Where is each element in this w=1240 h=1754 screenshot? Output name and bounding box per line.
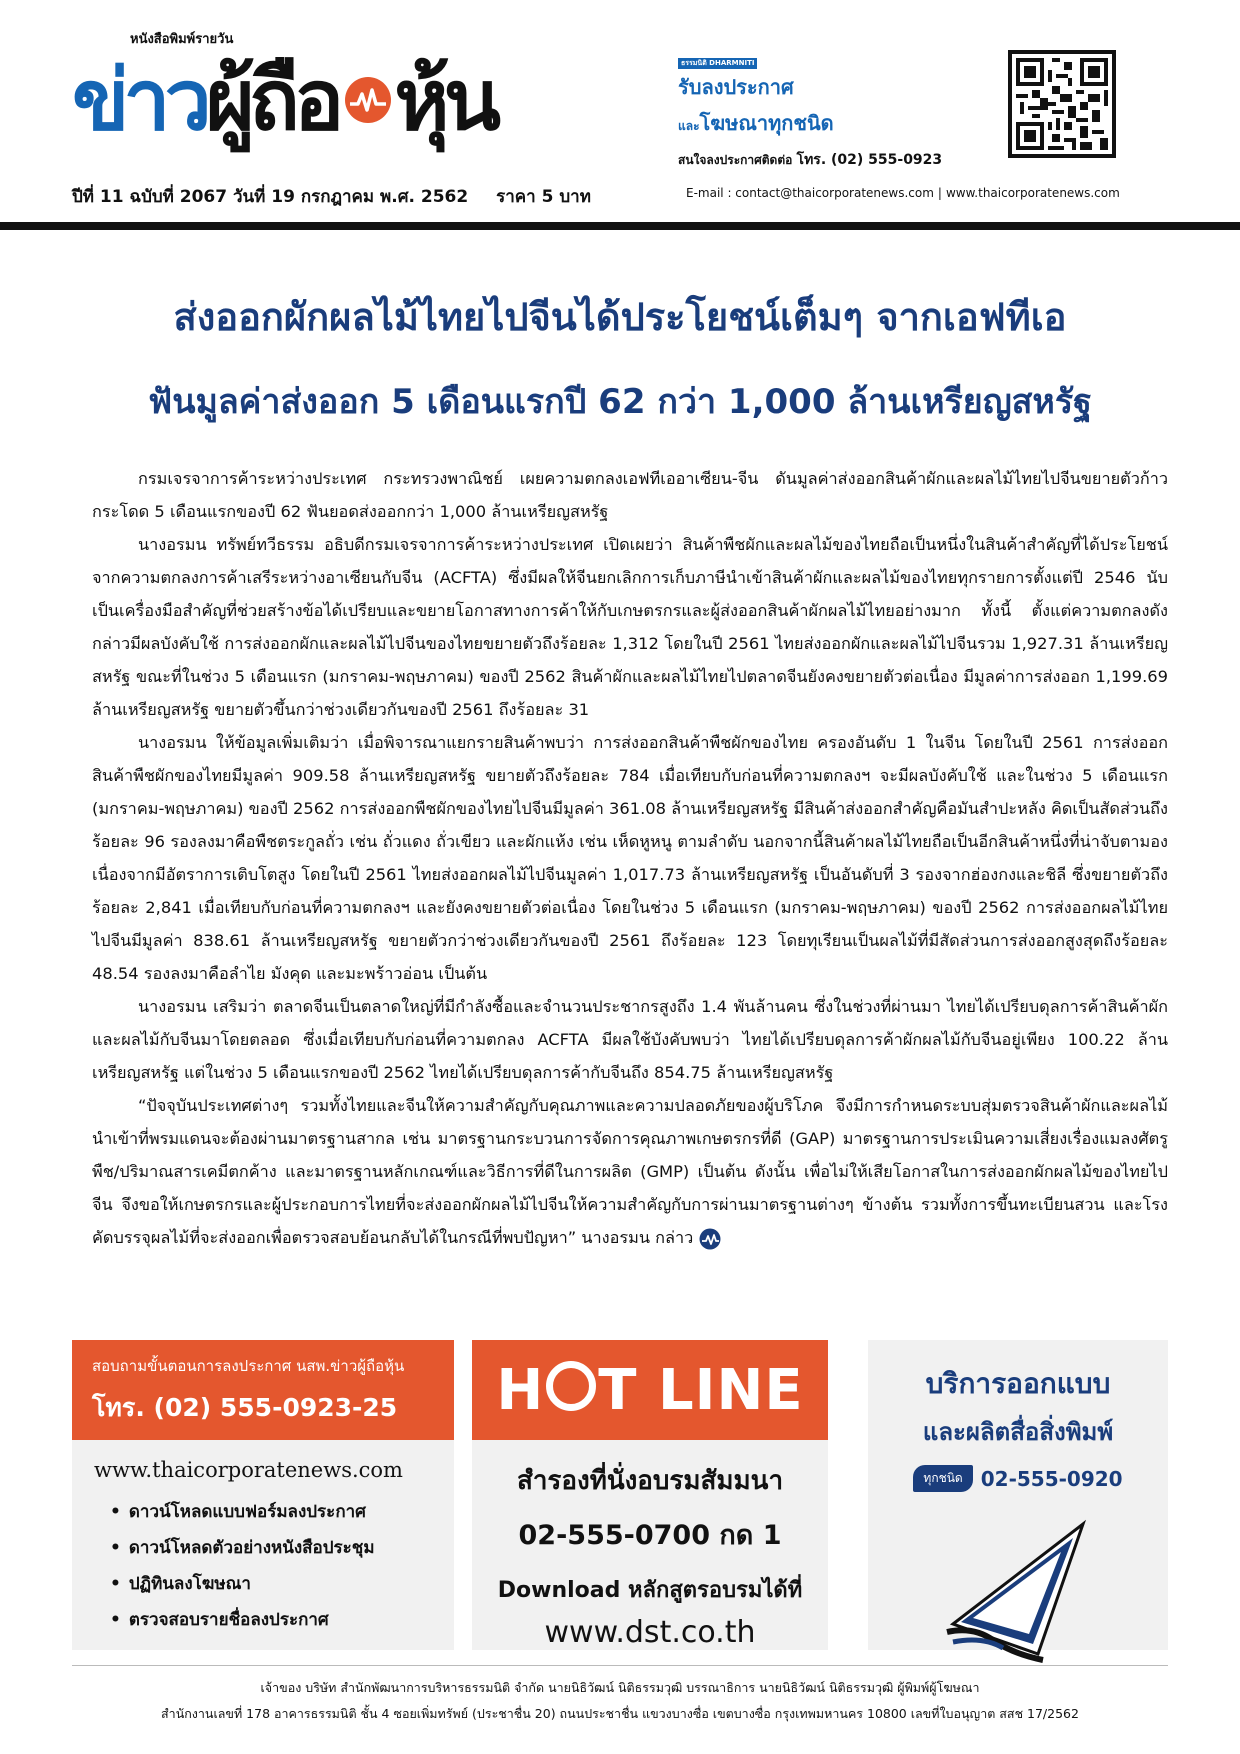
contact-line: E-mail : contact@thaicorporatenews.com | www.thaicorporatenews.com	[686, 186, 1120, 200]
logo-part-1: ข่าว	[72, 50, 206, 149]
announcement-info-title: สอบถามขั้นตอนการลงประกาศ นสพ.ข่าวผู้ถือหุ้น	[92, 1357, 405, 1375]
print-design-title: บริการออกแบบ	[925, 1367, 1111, 1400]
article-body	[92, 462, 1168, 1254]
list-item-download-form[interactable]: • ดาวน์โหลดแบบฟอร์มลงประกาศ	[110, 1494, 454, 1530]
article-subheadline: ฟันมูลค่าส่งออก 5 เดือนแรกปี 62 กว่า 1,000 ล้านเหรียญสหรัฐ	[148, 382, 1092, 422]
article-paragraph: นางอรมน เสริมว่า ตลาดจีนเป็นตลาดใหญ่ที่มีกำลังซื้อและจำนวนประชากรสูงถึง 1.4 พันล้านคน ซึ่งในช่วงที่ผ่านมา ไทยได้เปรียบดุลการค้าสินค้าผักและผลไม้กับจีนมาโดยตลอด ซึ่งเมื่อเทียบกับก่อนที่ความตกลง ACFTA มีผลใช้บังคับพบว่า ไทยได้เปรียบดุลการค้าผักผลไม้กับจีนอยู่เพียง 100.22 ล้านเหรียญสหรัฐ แต่ในช่วง 5 เดือนแรกของปี 2562 ไทยได้เปรียบดุลการค้ากับจีนถึง 854.75 ล้านเหรียญสหรัฐ	[92, 997, 1168, 1082]
ad-contact	[678, 149, 983, 171]
phone-icon	[546, 1361, 596, 1411]
seminar-booking-label: สำรองที่นั่งอบรมสัมมนา	[516, 1466, 784, 1496]
print-design-contact	[868, 1465, 1168, 1492]
print-design-tag: ทุกชนิด	[913, 1465, 972, 1492]
contact-website[interactable]: www.thaicorporatenews.com	[945, 186, 1120, 200]
announcement-info-box	[72, 1340, 454, 1650]
contact-email[interactable]: E-mail : contact@thaicorporatenews.com	[686, 186, 934, 200]
announcement-info-header	[72, 1340, 454, 1440]
announcement-website-link[interactable]: www.thaicorporatenews.com	[94, 1458, 403, 1482]
ad-contact-phone[interactable]: โทร. (02) 555-0923	[796, 152, 943, 168]
article-end-mark-icon	[699, 1228, 721, 1250]
newspaper-tagline: หนังสือพิมพ์รายวัน	[130, 32, 234, 47]
article-paragraph-text: “ปัจจุบันประเทศต่างๆ รวมทั้งไทยและจีนให้ความสำคัญกับคุณภาพและความปลอดภัยของผู้บริโภค จึงมีการกำหนดระบบสุ่มตรวจสินค้าผักและผลไม้นำเข้าที่พรมแดนจะต้องผ่านมาตรฐานสากล เช่น มาตรฐานกระบวนการจัดการคุณภาพเกษตรกรที่ดี (GAP) มาตรฐานการประเมินความเสี่ยงเรื่องแมลงศัตรูพืช/ปริมาณสารเคมีตกค้าง และมาตรฐานหลักเกณฑ์และวิธีการที่ดีในการผลิต (GMP) เป็นต้น ดังนั้น เพื่อไม่ให้เสียโอกาสในการส่งออกผักผลไม้ของไทยไปจีน จึงขอให้เกษตรกรและผู้ประกอบการไทยที่จะส่งออกผักผลไม้ไปจีนให้ความสำคัญกับการผ่านมาตรฐานต่างๆ ข้างต้น รวมทั้งการขึ้นทะเบียนสวน และโรงคัดบรรจุผลไม้ที่จะส่งออกเพื่อตรวจสอบย้อนกลับได้ในกรณีที่พบปัญหา” นางอรมน กล่าว	[92, 1096, 1168, 1247]
list-item-check-announcements[interactable]: • ตรวจสอบรายชื่อลงประกาศ	[110, 1602, 454, 1638]
course-download-label: Download หลักสูตรอบรมได้ที่	[497, 1578, 803, 1603]
issue-price: ราคา 5 บาท	[496, 187, 591, 207]
footer-address: สำนักงานเลขที่ 178 อาคารธรรมนิติ ชั้น 4 ซอยเพิ่มทรัพย์ (ประชาชื่น 20) ถนนประชาชื่น แขวงบางซื่อ เขตบางซื่อ กรุงเทพมหานคร 10800 เลขที่ใบอนุญาต สสช 17/2562	[161, 1706, 1079, 1721]
ad-line-announce: รับลงประกาศ	[678, 75, 794, 99]
ad-line-advertise	[678, 107, 983, 139]
advertising-box	[678, 50, 983, 171]
logo-part-3: หุ้น	[394, 50, 496, 149]
masthead	[0, 0, 1240, 226]
logo-part-2: ผู้ถือ	[205, 50, 339, 149]
issue-date: ปีที่ 11 ฉบับที่ 2067 วันที่ 19 กรกฎาคม พ.ศ. 2562	[72, 187, 469, 207]
issue-info	[72, 183, 613, 210]
ad-contact-prefix: สนใจลงประกาศติดต่อ	[678, 153, 793, 167]
article-headline: ส่งออกผักผลไม้ไทยไปจีนได้ประโยชน์เต็มๆ จากเอฟทีเอ	[173, 295, 1067, 339]
newspaper-logo[interactable]	[72, 42, 495, 157]
masthead-divider	[0, 222, 1240, 230]
ad-line-main: โฆษณาทุกชนิด	[699, 111, 834, 135]
hotline-box	[472, 1340, 828, 1650]
article-paragraph-last	[92, 1089, 1168, 1254]
hotline-letter-h: H	[496, 1357, 545, 1423]
seminar-booking-phone[interactable]: 02-555-0700 กด 1	[518, 1520, 782, 1551]
announcement-services-list	[110, 1494, 454, 1638]
pulse-icon	[344, 76, 392, 124]
hotline-header	[472, 1340, 828, 1440]
dharmniti-brand-badge: ธรรมนิติ DHARMNITI	[678, 58, 757, 69]
hotline-text: T LINE	[598, 1357, 804, 1423]
course-download-link[interactable]: www.dst.co.th	[544, 1615, 756, 1650]
article-paragraph: นางอรมน ให้ข้อมูลเพิ่มเติมว่า เมื่อพิจารณาแยกรายสินค้าพบว่า การส่งออกสินค้าพืชผักของไทย ครองอันดับ 1 ในจีน โดยในปี 2561 การส่งออกสินค้าพืชผักของไทยมีมูลค่า 909.58 ล้านเหรียญสหรัฐ ขยายตัวถึงร้อยละ 784 เมื่อเทียบกับก่อนที่ความตกลงฯ จะมีผลบังคับใช้ และในช่วง 5 เดือนแรก (มกราคม-พฤษภาคม) ของปี 2562 การส่งออกพืชผักของไทยไปจีนมีมูลค่า 361.08 ล้านเหรียญสหรัฐ มีสินค้าส่งออกสำคัญคือมันสำปะหลัง คิดเป็นสัดส่วนถึงร้อยละ 96 รองลงมาคือพืชตระกูลถั่ว เช่น ถั่วแดง ถั่วเขียว และผักแห้ง เช่น เห็ดหูหนู ตามลำดับ นอกจากนี้สินค้าผลไม้ไทยถือเป็นอีกสินค้าหนึ่งที่น่าจับตามอง เนื่องจากมีอัตราการเติบโตสูง โดยในปี 2561 ไทยส่งออกผลไม้ไปจีนมูลค่า 1,017.73 ล้านเหรียญสหรัฐ เป็นอันดับที่ 3 รองจากฮ่องกงและชิลี ซึ่งขยายตัวถึงร้อยละ 2,841 เมื่อเทียบกับก่อนที่ความตกลงฯ และยังคงขยายตัวต่อเนื่อง โดยในช่วง 5 เดือนแรก (มกราคม-พฤษภาคม) ของปี 2562 การส่งออกผลไม้ไทยไปจีนมีมูลค่า 838.61 ล้านเหรียญสหรัฐ ขยายตัวกว่าช่วงเดียวกันของปี 2561 ถึงร้อยละ 123 โดยทุเรียนเป็นผลไม้ที่มีสัดส่วนการส่งออกสูงสุดถึงร้อยละ 48.54 รองลงมาคือลำไย มังคุด และมะพร้าวอ่อน เป็นต้น	[92, 733, 1168, 983]
article-paragraph: นางอรมน ทรัพย์ทวีธรรม อธิบดีกรมเจรจาการค้าระหว่างประเทศ เปิดเผยว่า สินค้าพืชผักและผลไม้ของไทยถือเป็นหนึ่งในสินค้าสำคัญที่ได้ประโยชน์จากความตกลงการค้าเสรีระหว่างอาเซียนกับจีน (ACFTA) ซึ่งมีผลให้จีนยกเลิกการเก็บภาษีนำเข้าสินค้าผักและผลไม้ของไทยทุกรายการตั้งแต่ปี 2546 นับเป็นเครื่องมือสำคัญที่ช่วยสร้างข้อได้เปรียบและขยายโอกาสทางการค้าให้กับเกษตรกรและผู้ส่งออกสินค้าผักผลไม้ไทยอย่างมาก ทั้งนี้ ตั้งแต่ความตกลงดังกล่าวมีผลบังคับใช้ การส่งออกผักและผลไม้ไปจีนของไทยขยายตัวถึงร้อยละ 1,312 โดยในปี 2561 ไทยส่งออกผักและผลไม้ไปจีนรวม 1,927.31 ล้านเหรียญสหรัฐ ขณะที่ในช่วง 5 เดือนแรก (มกราคม-พฤษภาคม) ของปี 2562 สินค้าผักและผลไม้ไทยไปตลาดจีนยังคงขยายตัวต่อเนื่อง มีมูลค่าการส่งออก 1,199.69 ล้านเหรียญสหรัฐ ขยายตัวขึ้นกว่าช่วงเดียวกันของปี 2561 ถึงร้อยละ 31	[92, 535, 1168, 719]
list-item-download-sample[interactable]: • ดาวน์โหลดตัวอย่างหนังสือประชุม	[110, 1530, 454, 1566]
print-design-box	[868, 1340, 1168, 1650]
paper-fold-logo-icon	[933, 1514, 1103, 1664]
print-design-subtitle: และผลิตสื่อสิ่งพิมพ์	[922, 1418, 1114, 1446]
ad-line-prefix: และ	[678, 119, 700, 133]
footer-divider	[72, 1665, 1168, 1666]
print-design-phone[interactable]: 02-555-0920	[980, 1466, 1123, 1491]
announcement-info-phone[interactable]: โทร. (02) 555-0923-25	[92, 1393, 398, 1422]
list-item-ad-calendar[interactable]: • ปฏิทินลงโฆษณา	[110, 1566, 454, 1602]
qr-code-icon[interactable]	[1008, 50, 1116, 158]
article-paragraph: กรมเจรจาการค้าระหว่างประเทศ กระทรวงพาณิชย์ เผยความตกลงเอฟทีเออาเซียน-จีน ดันมูลค่าส่งออกสินค้าผักและผลไม้ไทยไปจีนขยายตัวก้าวกระโดด 5 เดือนแรกของปี 62 ฟันยอดส่งออกกว่า 1,000 ล้านเหรียญสหรัฐ	[92, 469, 1168, 521]
footer-owner-info: เจ้าของ บริษัท สำนักพัฒนาการบริหารธรรมนิติ จำกัด นายนิธิวัฒน์ นิติธรรมวุฒิ บรรณาธิการ นายนิธิวัฒน์ นิติธรรมวุฒิ ผู้พิมพ์ผู้โฆษณา	[260, 1680, 980, 1695]
